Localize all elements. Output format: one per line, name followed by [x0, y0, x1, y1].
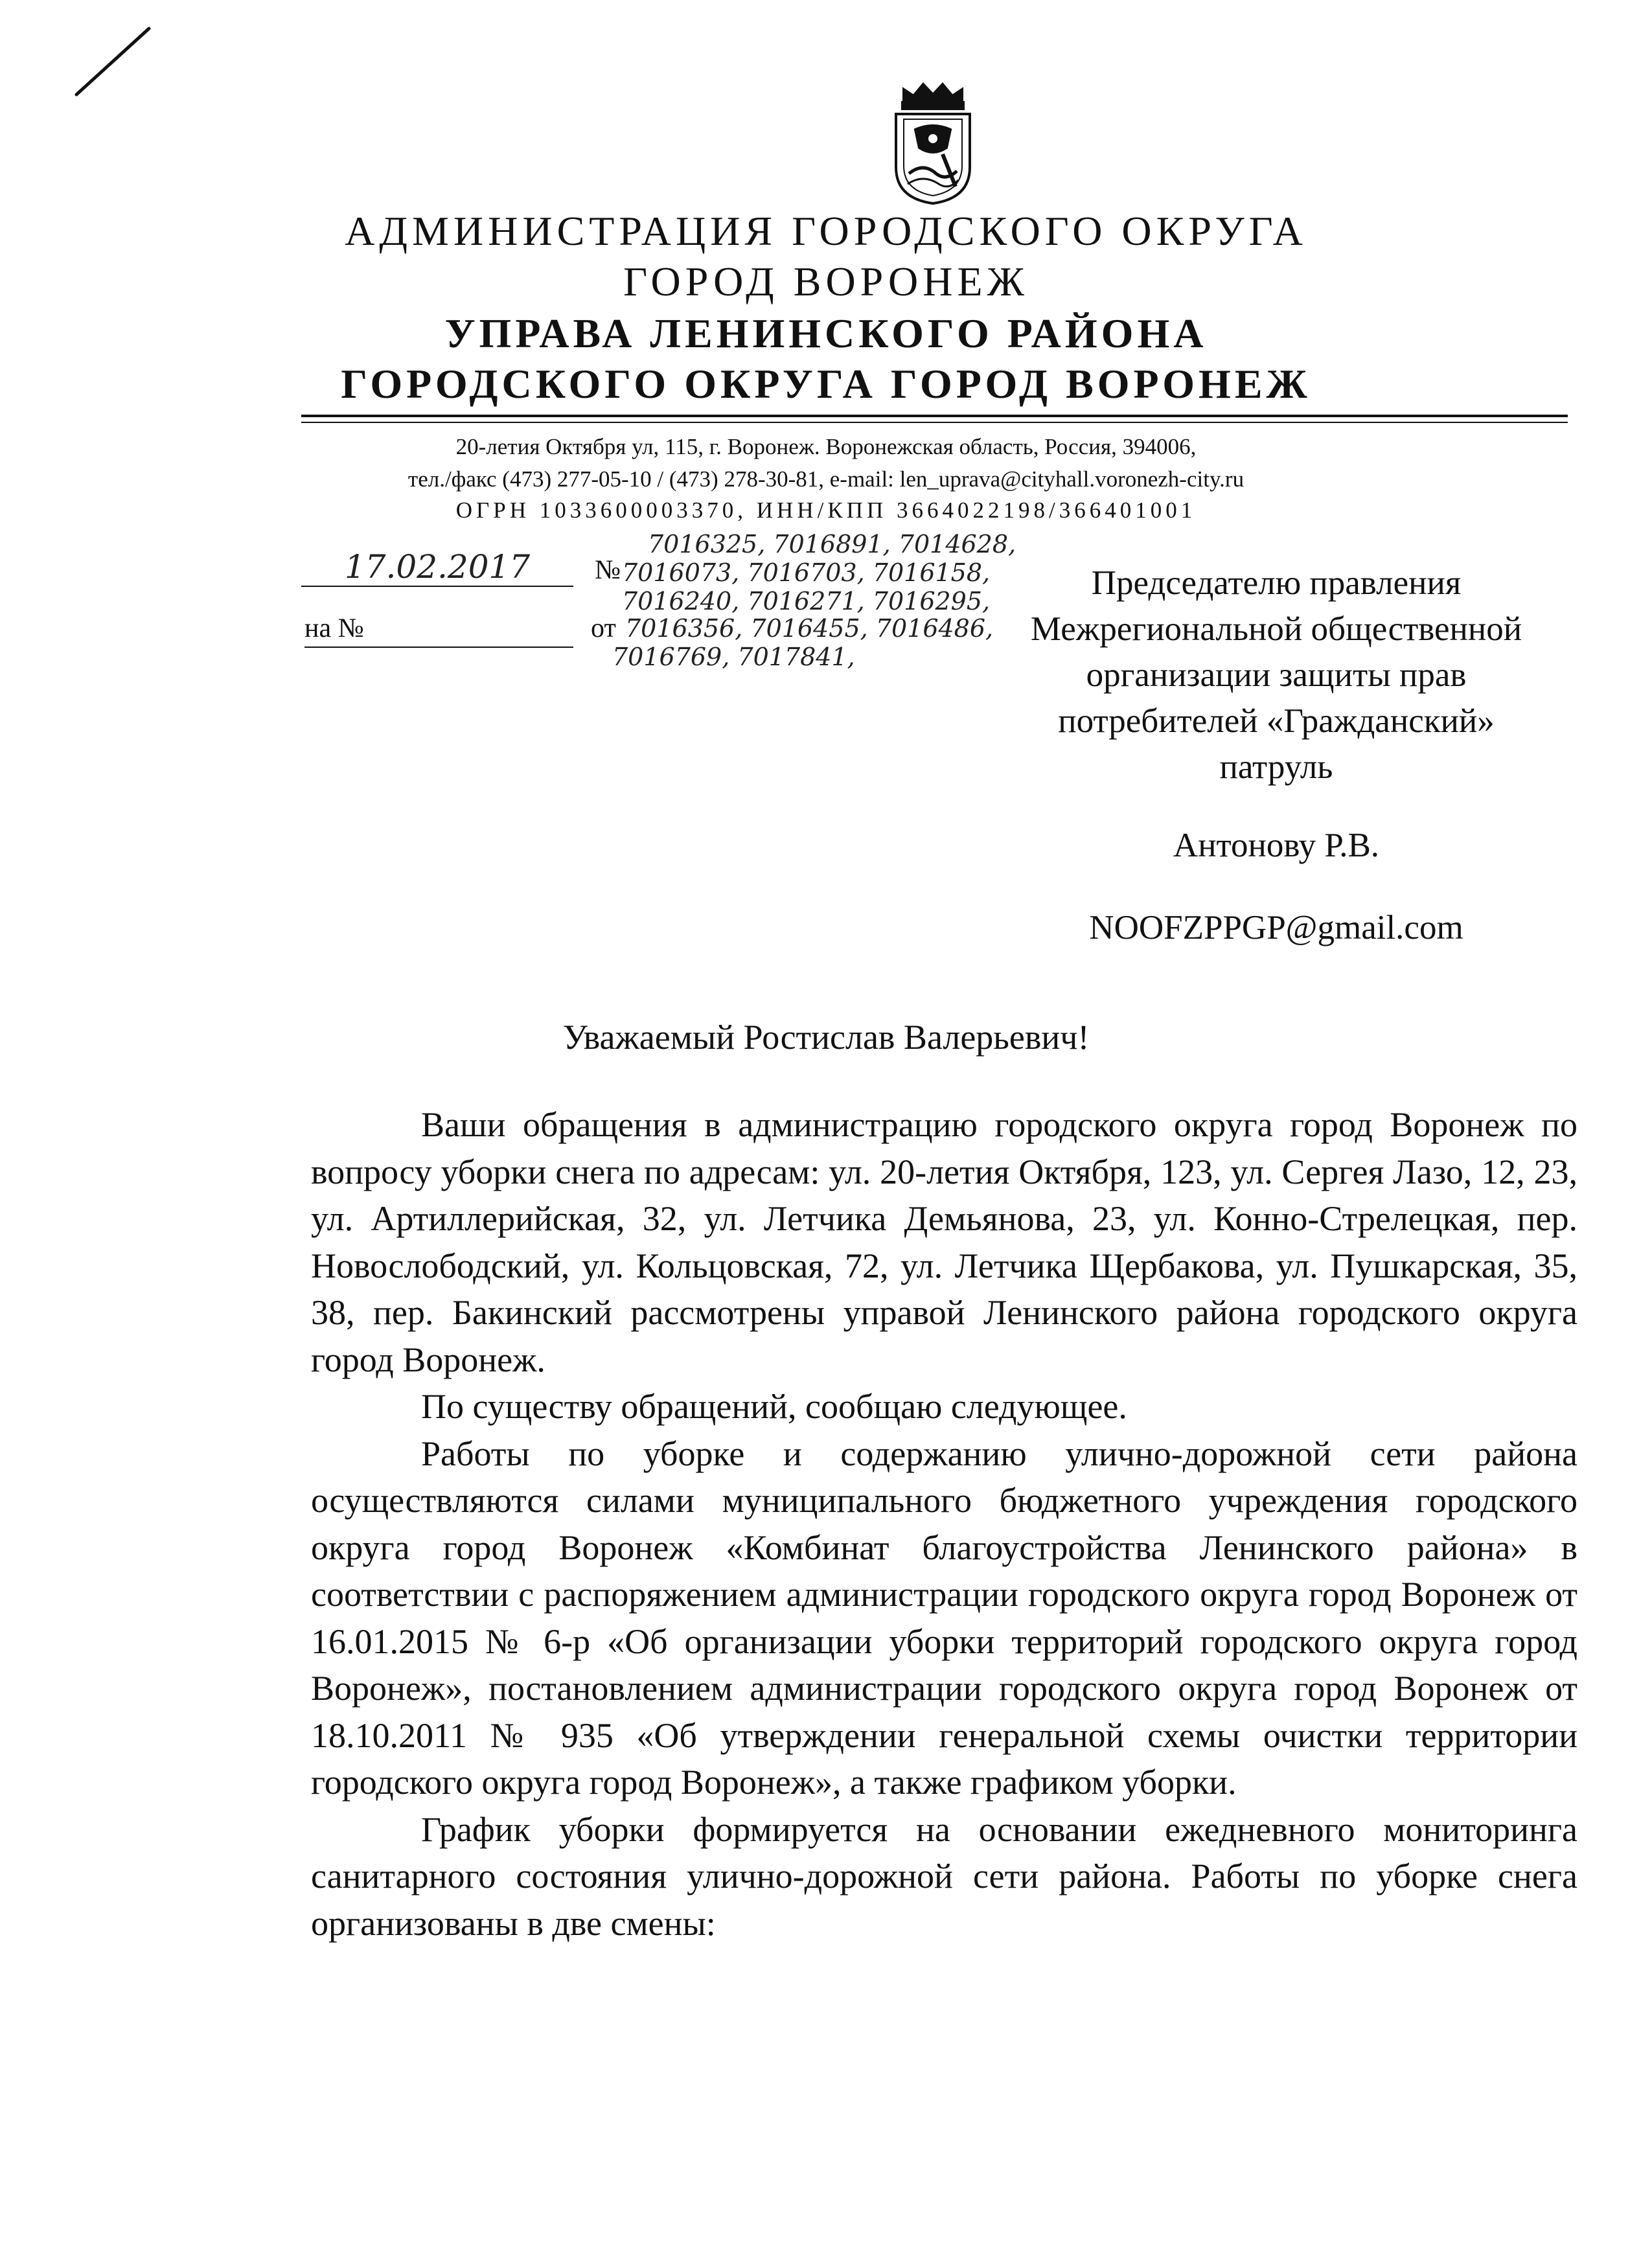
recipient-email: NOOFZPPGP@gmail.com — [1089, 909, 1463, 946]
recipient-line1: Председателю правления — [1091, 564, 1462, 602]
contact-phone-email: тел./факс (473) 277-05-10 / (473) 278-30-81, e-mail: len_uprava@cityhall.voronezh-city.ru — [407, 466, 1245, 492]
outgoing-number-sign: № — [595, 555, 621, 585]
recipient-line5: патруль — [1219, 748, 1333, 786]
handwritten-numbers-line2: 7016073, 7016703, 7016158, — [622, 558, 991, 587]
contact-ogrn-inn: ОГРН 1033600003370, ИНН/КПП 3664022198/366401001 — [455, 498, 1197, 523]
contact-address: 20-летия Октября ул, 115, г. Воронеж. Воронежская область, Россия, 394006, — [455, 434, 1197, 459]
body-paragraph-4: График уборки формируется на основании ежедневного мониторинга санитарного состояния улично-дорожной сети района. Работы по уборке снега организованы в две смены: — [311, 1809, 1577, 1943]
body-paragraph-3: Работы по уборке и содержанию улично-дорожной сети района осуществляются силами муниципального бюджетного учреждения городского округа город Воронеж «Комбинат благоустройства Ленинского района» в соответствии с распоряжением администрации городского округа город Воронеж от 16.01.2015 № 6-р «Об организации уборки территорий городского округа город Воронеж», постановлением администрации городского округа город Воронеж от 18.10.2011 № 935 «Об утверждении генеральной схемы очистки территории городского округа город Воронеж», а также графиком уборки. — [311, 1434, 1577, 1802]
recipient-line4: потребителей «Гражданский» — [1058, 702, 1495, 740]
recipient-block — [959, 560, 1594, 790]
handwritten-numbers-line1: 7016325, 7016891, 7014628, — [648, 530, 1016, 558]
header-administration-line2: ГОРОД ВОРОНЕЖ — [623, 258, 1029, 304]
coat-of-arms-icon — [884, 76, 981, 206]
body-paragraph-2: По существу обращений, сообщаю следующее. — [421, 1387, 1127, 1426]
handwritten-slash-mark — [71, 26, 155, 97]
handwritten-numbers-line4: 7016356, 7016455, 7016486, — [625, 614, 994, 643]
letter-body — [311, 1101, 1577, 1947]
recipient-name: Антонову Р.В. — [1173, 827, 1380, 864]
reply-to-number-line — [304, 647, 573, 648]
registration-date: 17.02.2017 — [301, 548, 573, 587]
body-paragraph-1: Ваши обращения в администрацию городского округа город Воронеж по вопросу уборки снега по адресам: ул. 20-летия Октября, 123, ул. Сергея Лазо, 12, 23, ул. Артиллерийская, 32, ул. Летчика Демьянова, 23, ул. Конно-Стрелецкая, пер. Новослободский, ул. Кольцовская, 72, ул. Летчика Щербакова, ул. Пушкарская, 35, 38, пер. Бакинский рассмотрены управой Ленинского района городского округа город Воронеж. — [311, 1105, 1577, 1379]
header-uprava-line2: ГОРОДСКОГО ОКРУГА ГОРОД ВОРОНЕЖ — [341, 361, 1311, 407]
header-administration-line1: АДМИНИСТРАЦИЯ ГОРОДСКОГО ОКРУГА — [345, 208, 1307, 254]
handwritten-numbers-line5: 7016769, 7017841, — [612, 643, 855, 671]
header-uprava-line1: УПРАВА ЛЕНИНСКОГО РАЙОНА — [444, 310, 1208, 356]
header-divider — [301, 415, 1568, 417]
header-divider-thin — [301, 422, 1568, 423]
letter-greeting: Уважаемый Ростислав Валерьевич! — [562, 1018, 1090, 1057]
recipient-line3: организации защиты прав — [1086, 656, 1467, 694]
recipient-line2: Межрегиональной общественной — [1030, 610, 1522, 648]
reply-to-number-label: на № — [304, 613, 364, 643]
from-label: от — [591, 613, 616, 643]
handwritten-numbers-line3: 7016240, 7016271, 7016295, — [622, 587, 991, 615]
